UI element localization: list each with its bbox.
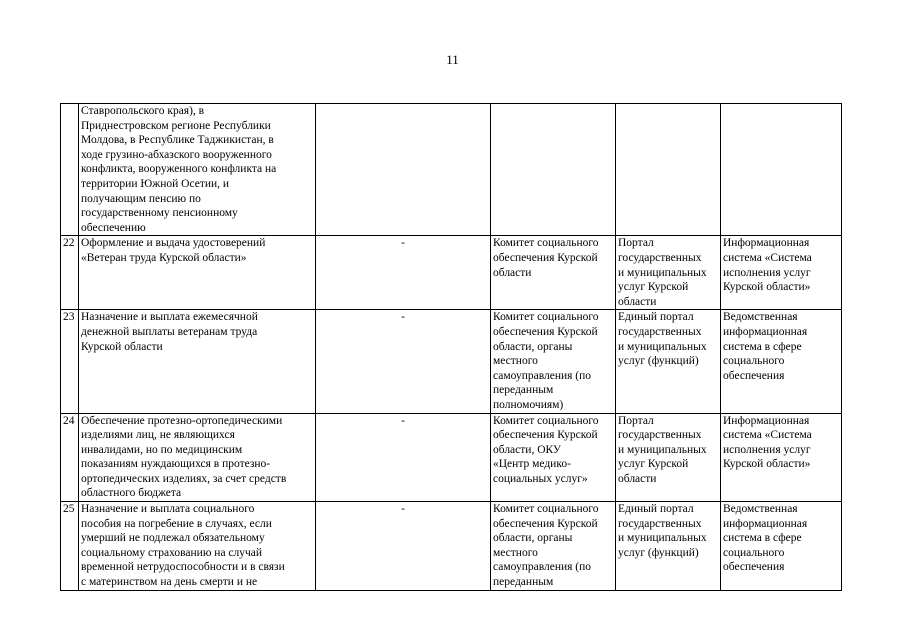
- row-number: 25: [61, 502, 79, 591]
- table-row: [61, 413, 842, 502]
- dash-cell: -: [316, 413, 491, 502]
- service-name: Назначение и выплата ежемесячной денежной выплаты ветеранам труда Курской области: [79, 310, 316, 413]
- service-name: Оформление и выдача удостоверений «Ветеран труда Курской области»: [79, 236, 316, 310]
- portal: Единый портал государственных и муниципальных услуг (функций): [616, 502, 721, 591]
- responsible-authority: [491, 104, 616, 236]
- responsible-authority: Комитет социального обеспечения Курской области: [491, 236, 616, 310]
- dash-cell: [316, 104, 491, 236]
- dash-cell: -: [316, 310, 491, 413]
- responsible-authority: Комитет социального обеспечения Курской области, ОКУ «Центр медико- социальных услуг»: [491, 413, 616, 502]
- row-number: 24: [61, 413, 79, 502]
- information-system: Информационная система «Система исполнения услуг Курской области»: [721, 413, 842, 502]
- page-number: 11: [446, 52, 459, 67]
- service-name: Обеспечение протезно-ортопедическими изделиями лиц, не являющихся инвалидами, но по медицинским показаниям нуждающихся в протезно- ортопедических изделиях, за счет средств областного бюджета: [79, 413, 316, 502]
- services-table: [60, 103, 842, 591]
- portal: Единый портал государственных и муниципальных услуг (функций): [616, 310, 721, 413]
- table-row: [61, 236, 842, 310]
- information-system: Информационная система «Система исполнения услуг Курской области»: [721, 236, 842, 310]
- information-system: Ведомственная информационная система в сфере социального обеспечения: [721, 502, 842, 591]
- responsible-authority: Комитет социального обеспечения Курской области, органы местного самоуправления (по переданным: [491, 502, 616, 591]
- table-row: [61, 502, 842, 591]
- information-system: [721, 104, 842, 236]
- service-name: Назначение и выплата социального пособия на погребение в случаях, если умерший не подлежал обязательному социальному страхованию на случай временной нетрудоспособности и в связи с материнством на день смерти и не: [79, 502, 316, 591]
- dash-cell: -: [316, 502, 491, 591]
- row-number: 23: [61, 310, 79, 413]
- portal: [616, 104, 721, 236]
- dash-cell: -: [316, 236, 491, 310]
- table-row: [61, 310, 842, 413]
- service-name: Ставропольского края), в Приднестровском регионе Республики Молдова, в Республике Таджикистан, в ходе грузино-абхазского вооруженного конфликта, вооруженного конфликта на территории Южной Осетии, и получающим пенсию по государственному пенсионному обеспечению: [79, 104, 316, 236]
- responsible-authority: Комитет социального обеспечения Курской области, органы местного самоуправления (по переданным полномочиям): [491, 310, 616, 413]
- information-system: Ведомственная информационная система в сфере социального обеспечения: [721, 310, 842, 413]
- portal: Портал государственных и муниципальных услуг Курской области: [616, 236, 721, 310]
- portal: Портал государственных и муниципальных услуг Курской области: [616, 413, 721, 502]
- table-row: [61, 104, 842, 236]
- row-number: [61, 104, 79, 236]
- row-number: 22: [61, 236, 79, 310]
